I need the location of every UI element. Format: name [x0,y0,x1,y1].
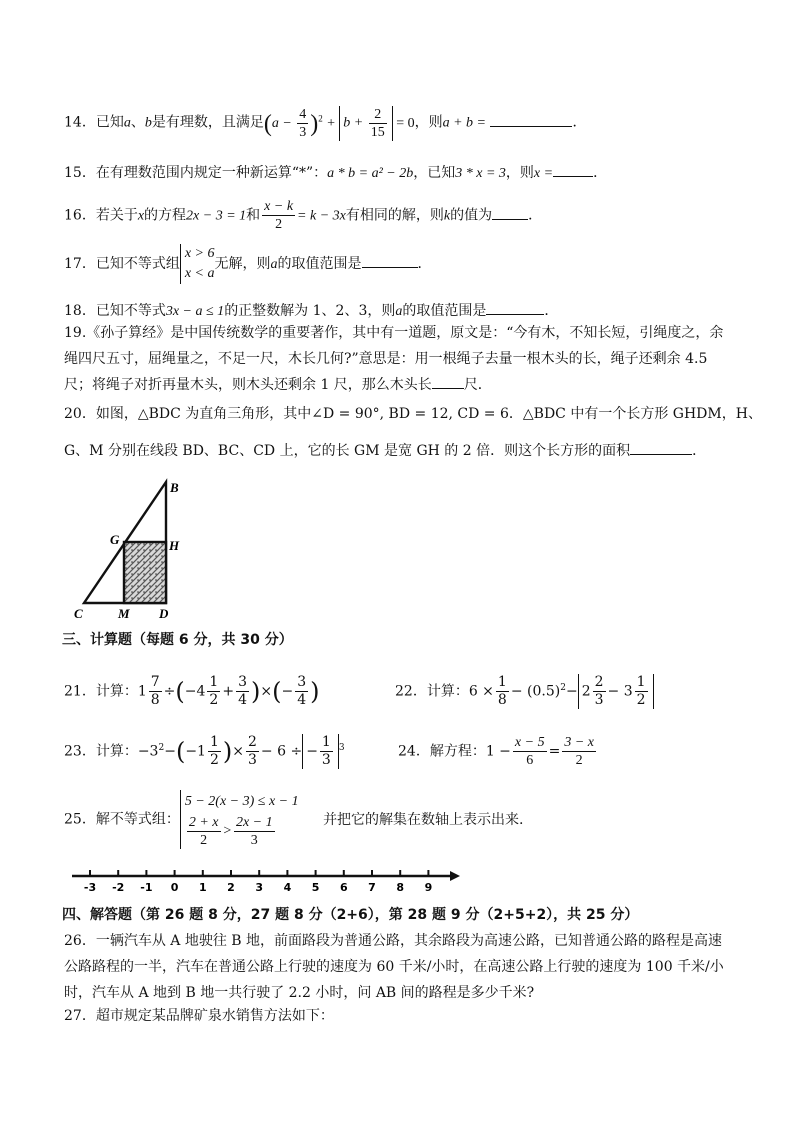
q16-text-5: 的值为 [450,207,493,224]
rectangle-ghdm [124,542,166,603]
q25-row-1: 5 − 2(x − 3) ≤ x − 1 [184,794,299,809]
q18-number: 18． [64,303,96,319]
q23-n2: 2 [247,734,257,750]
q20-end: ． [692,443,707,459]
q24-d2: 2 [575,753,583,768]
q22-whole-1: 2 [581,683,591,700]
label-c: C [74,606,83,621]
q24-n2: 3 − x [564,735,594,750]
q14-text-2: 是有理数，且满足 [151,114,264,131]
question-26 [64,928,732,1006]
q22-d2: 3 [594,692,604,708]
label-b: B [170,480,179,495]
q14-number: 14． [64,114,96,131]
q14-text-3: ，则 [414,114,443,131]
question-16 [64,198,542,233]
section-3-heading [62,630,293,650]
number-line-label: 2 [227,881,235,894]
question-23: 23．计算：$-3^2-(-1$ $\frac{1}{2}$ )× $\frac{2}{3}$ − 6 ÷ − $\frac{1}{3}$ $^3$ [64,734,345,768]
q21-d1: 8 [150,692,160,708]
section-3-title: 三、计算题（每题 6 分，共 30 分） [62,632,293,648]
q23-c: × [232,743,244,760]
question-25 [64,790,524,849]
q15-end: ． [593,165,608,181]
q22-b: − (0.5) [510,683,561,700]
q17-text-3: 的取值范围是 [277,256,362,272]
q22-n3: 1 [636,674,646,690]
q22-n2: 2 [594,674,604,690]
q21-div: ÷ [163,683,176,700]
number-line-label: -2 [112,881,125,894]
q23-number: 23．计算： [64,743,138,760]
number-line [68,866,468,896]
q22-square: 2 [560,682,566,693]
q22-mid: − 3 [607,683,633,700]
q25-n1: 2 + x [188,815,219,830]
question-15 [64,162,607,184]
q19-answer-blank[interactable] [432,374,464,389]
q22-n1: 1 [497,674,507,690]
label-g: G [110,532,120,547]
number-line-label: 6 [339,881,348,894]
q17-row-1: x > 6 [184,246,215,261]
q15-condition: 3 * x = 3 [455,166,506,181]
q17-text-1: 已知不等式组 [95,256,180,272]
q22-d1: 8 [497,692,507,708]
q14-var-b: b [144,115,152,131]
q16-text-2: 的方程 [144,207,187,224]
q17-end: ． [417,256,432,272]
q24-eq: = [548,743,561,760]
q21-d3: 4 [238,692,247,708]
number-line-label: 5 [311,881,320,894]
q21-whole: 1 [137,683,147,700]
question-20-line-2 [64,440,706,461]
q17-text-2: 无解，则 [214,256,271,272]
question-21: 21．计算：1 $\frac{7}{8}$ ÷(−4 $\frac{1}{2}$ + $\frac{3}{4}$ )×(− $\frac{3}{4}$ ) [64,674,320,708]
q23-b: − [164,743,176,760]
q17-row-2: x < a [184,266,215,281]
q16-var-k: k [443,208,451,224]
q15-x: x = [533,166,554,181]
q14-var-a: a [123,115,131,131]
q19-text: 19.《孙子算经》是中国传统数学的重要著作，其中有一道题，原文是：“今有木，不知长短，引绳度之，余绳四尺五寸，屈绳量之，不足一尺，木长几何?”意思是：用一根绳子去量一根木头的长，绳子还剩余 4.5 尺；将绳子对折再量木头，则木头还剩余 1 尺，那么木头长 [64,325,724,393]
q21-plus: + [222,683,235,700]
label-m: M [118,606,130,621]
number-line-label: 0 [170,881,179,894]
q25-d1: 2 [200,833,208,848]
q19-end: 尺． [463,377,492,393]
q16-equation-1: 2x − 3 = 1 [186,208,247,224]
q23-d3: 3 [321,752,331,768]
q15-text-1: 在有理数范围内规定一种新运算“*”： [95,165,328,181]
q15-text-2: ，已知 [413,165,456,181]
q18-text-3: 的取值范围是 [402,303,487,319]
q18-inequality: 3x − a ≤ 1 [165,304,225,319]
q17-var-a: a [270,257,278,272]
q24-d1: 6 [526,753,534,768]
q23-n3: 1 [321,734,331,750]
q16-fraction-denominator: 2 [275,217,283,232]
q23-n1: 1 [209,734,219,750]
q20-text-1: 20．如图，△BDC 为直角三角形，其中∠D = 90°, BD = 12, CD = 6．△BDC 中有一个长方形 GHDM，H、 [64,406,762,422]
question-14 [64,106,586,141]
q23-d1: 2 [209,752,219,768]
q16-fraction-numerator: x − k [264,199,294,214]
number-line-label: -3 [83,881,97,894]
q23-square: 2 [158,742,165,753]
number-line-label: 7 [368,881,376,894]
question-19 [64,320,732,398]
q24-n1: x − 5 [514,735,545,750]
q20-text-2: G、M 分别在线段 BD、BC、CD 上，它的长 GM 是宽 GH 的 2 倍．则这个长方形的面积 [64,443,631,459]
q18-var-a: a [395,304,403,319]
q16-text-1: 若关于 [95,207,138,224]
q23-d2: 3 [247,752,257,768]
q27-text: 27．超市规定某品牌矿泉水销售方法如下： [64,1008,334,1024]
q16-var-x: x [137,208,145,224]
question-17 [64,244,432,284]
q14-answer-blank[interactable] [490,112,572,127]
q14-equation: (a − $\frac{4}{3}$ )$^2$ + b + $\frac{2}{15}$ = 0 [263,107,415,140]
q17-answer-blank[interactable] [362,253,418,268]
q24-number: 24．解方程： [398,743,486,760]
q18-text-1: 已知不等式 [95,303,166,319]
q14-text-1: 已知 [95,114,124,131]
q21-times: × [260,683,273,700]
q24-a: 1 − [485,743,511,760]
q23-cube: 3 [338,742,345,753]
number-line-label: 1 [198,881,207,894]
number-line-label: 3 [255,881,264,894]
q26-text: 26．一辆汽车从 A 地驶往 B 地，前面路段为普通公路，其余路段为高速公路，已知普通公路的路程是高速公路路程的一半，汽车在普通公路上行驶的速度为 60 千米/小时，在高速公路上行驶的速度为 100 千米/小时，汽车从 A 地到 B 地一共行驶了 2.2 小时，问 AB 间的路程是多少千米? [64,933,724,1001]
q23-a: −3 [137,743,159,760]
q21-d4: 4 [297,692,307,708]
q21-neg: −4 [184,683,206,700]
q22-number: 22．计算： [395,683,469,700]
question-20-line-1 [64,404,762,424]
q22-c: − [565,683,578,700]
q25-system [180,790,299,849]
q23-e: − 6 ÷ [260,743,303,760]
label-d: D [159,606,169,621]
q16-end: ． [528,207,543,224]
q25-d2: 3 [250,833,258,848]
number-line-label: 9 [424,881,433,894]
q16-answer-blank[interactable] [492,205,528,220]
q18-text-2: 的正整数解为 1、2、3，则 [224,303,396,319]
q25-n2: 2x − 1 [235,815,273,830]
q25-number: 25．解不等式组： [64,811,180,828]
q16-text-4: 有相同的解，则 [345,207,444,224]
q17-system [180,244,215,284]
q14-sep: 、 [130,114,145,131]
number-line-label: 8 [396,881,405,894]
q21-n2: 1 [209,674,219,690]
q15-definition: a * b = a² − 2b [327,166,414,181]
question-22 [395,674,654,709]
q25-gt: > [222,823,232,839]
q21-n4: 3 [297,674,307,690]
q14-end: ． [572,114,587,131]
section-4-title: 四、解答题（第 26 题 8 分，27 题 8 分（2+6），第 28 题 9 分（2+5+2），共 25 分） [62,907,639,923]
q15-text-3: ，则 [505,165,534,181]
number-line-label: -1 [140,881,153,894]
q16-text-3: 和 [246,207,261,224]
triangle-figure [70,470,200,622]
question-27 [64,1006,334,1026]
q23-whole: −1 [185,743,206,760]
question-18 [64,300,558,322]
q20-answer-blank[interactable] [630,440,692,455]
q15-number: 15． [64,165,96,181]
q16-equation-2: = k − 3x [297,208,346,224]
number-line-label: 4 [283,881,292,894]
label-h: H [169,538,180,553]
q21-n3: 3 [238,674,247,690]
q25-tail: 并把它的解集在数轴上表示出来. [323,811,524,828]
q16-number: 16． [64,207,96,224]
q22-a: 6 × [468,683,494,700]
q21-d2: 2 [209,692,219,708]
q17-number: 17． [64,256,96,272]
question-24 [398,734,598,769]
q14-expr: a + b = [442,115,486,131]
q21-number: 21．计算： [64,683,138,700]
q18-answer-blank[interactable] [486,300,544,315]
q18-end: ． [544,303,559,319]
q21-n1: 7 [150,674,160,690]
q22-d3: 2 [636,692,646,708]
q15-answer-blank[interactable] [553,162,593,177]
section-4-heading [62,905,638,925]
